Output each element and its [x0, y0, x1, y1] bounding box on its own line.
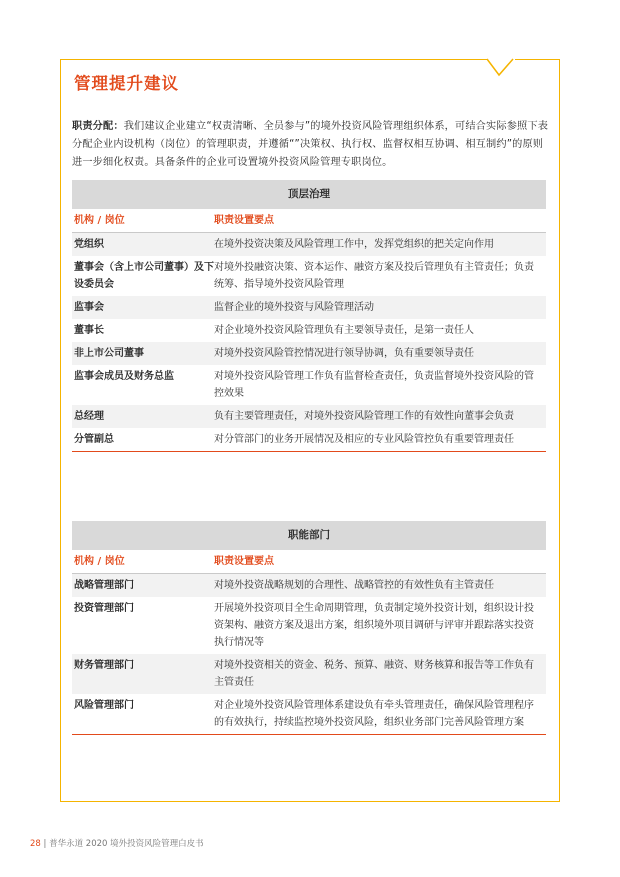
intro-text: 我们建议企业建立“权责清晰、全员参与”的境外投资风险管理组织体系，可结合实际参照下表分配企业内设机构（岗位）的管理职责，并遵循“”决策权、执行权、监督权相互协调、相互制约”的原则进一步细化权责。具备条件的企业可设置境外投资风险管理专职岗位。	[72, 121, 549, 168]
row-duty: 监督企业的境外投资与风险管理活动	[214, 302, 374, 313]
table-end-rule	[72, 451, 546, 452]
table-end-rule	[72, 734, 546, 735]
row-org: 董事会（含上市公司董事）及下设委员会	[74, 262, 214, 290]
row-org: 投资管理部门	[74, 603, 134, 614]
table-column-header	[72, 550, 546, 574]
page-number: 28	[30, 839, 41, 849]
row-org: 监事会	[74, 302, 104, 313]
table-section-header: 职能部门	[72, 521, 546, 550]
functional-dept-table	[72, 521, 546, 735]
table-section-header: 顶层治理	[72, 180, 546, 209]
table-row	[72, 574, 546, 597]
row-duty: 对境外投资风险管控情况进行领导协调，负有重要领导责任	[214, 348, 474, 359]
footer-separator: |	[43, 839, 47, 849]
table-row	[72, 694, 546, 734]
row-org: 财务管理部门	[74, 660, 134, 671]
column-org: 机构 / 岗位	[74, 556, 125, 567]
table-row	[72, 405, 546, 428]
footer-title: 普华永道 2020 境外投资风险管理白皮书	[49, 839, 204, 849]
row-duty: 开展境外投资项目全生命周期管理，负责制定境外投资计划，组织设计投资架构、融资方案及退出方案，组织境外项目调研与评审并跟踪落实投资执行情况等	[214, 603, 534, 648]
row-org: 总经理	[74, 411, 104, 422]
intro-label: 职责分配：	[72, 121, 124, 132]
table-column-header	[72, 209, 546, 233]
row-org: 风险管理部门	[74, 700, 134, 711]
row-org: 监事会成员及财务总监	[74, 371, 174, 382]
row-duty: 对境外投资风险管理工作负有监督检查责任，负责监督境外投资风险的管控效果	[214, 371, 534, 399]
table-row	[72, 296, 546, 319]
row-org: 董事长	[74, 325, 104, 336]
table-row	[72, 654, 546, 694]
table-row	[72, 233, 546, 256]
table-row	[72, 256, 546, 296]
table-row	[72, 597, 546, 654]
table-row	[72, 365, 546, 405]
row-duty: 对企业境外投资风险管理体系建设负有牵头管理责任，确保风险管理程序的有效执行，持续监控境外投资风险，组织业务部门完善风险管理方案	[214, 700, 534, 728]
page-footer	[30, 837, 204, 849]
row-duty: 对企业境外投资风险管理负有主要领导责任，是第一责任人	[214, 325, 474, 336]
column-org: 机构 / 岗位	[74, 215, 125, 226]
column-duty: 职责设置要点	[214, 215, 274, 226]
column-duty: 职责设置要点	[214, 556, 274, 567]
row-duty: 负有主要管理责任，对境外投资风险管理工作的有效性向董事会负责	[214, 411, 514, 422]
row-org: 党组织	[74, 239, 104, 250]
table-rows	[72, 574, 546, 734]
row-org: 战略管理部门	[74, 580, 134, 591]
intro-paragraph	[72, 118, 550, 172]
row-duty: 对境外投资战略规划的合理性、战略管控的有效性负有主管责任	[214, 580, 494, 591]
page-title: 管理提升建议	[74, 74, 179, 93]
top-governance-table	[72, 180, 546, 452]
table-row	[72, 342, 546, 365]
table-row	[72, 428, 546, 451]
row-duty: 对境外投融资决策、资本运作、融资方案及投后管理负有主管责任；负责统筹、指导境外投资风险管理	[214, 262, 534, 290]
row-duty: 对境外投资相关的资金、税务、预算、融资、财务核算和报告等工作负有主管责任	[214, 660, 534, 688]
table-row	[72, 319, 546, 342]
row-duty: 对分管部门的业务开展情况及相应的专业风险管控负有重要管理责任	[214, 434, 514, 445]
row-org: 分管副总	[74, 434, 114, 445]
row-org: 非上市公司董事	[74, 348, 144, 359]
corner-fold-icon	[487, 57, 515, 79]
row-duty: 在境外投资决策及风险管理工作中，发挥党组织的把关定向作用	[214, 239, 494, 250]
table-rows	[72, 233, 546, 451]
